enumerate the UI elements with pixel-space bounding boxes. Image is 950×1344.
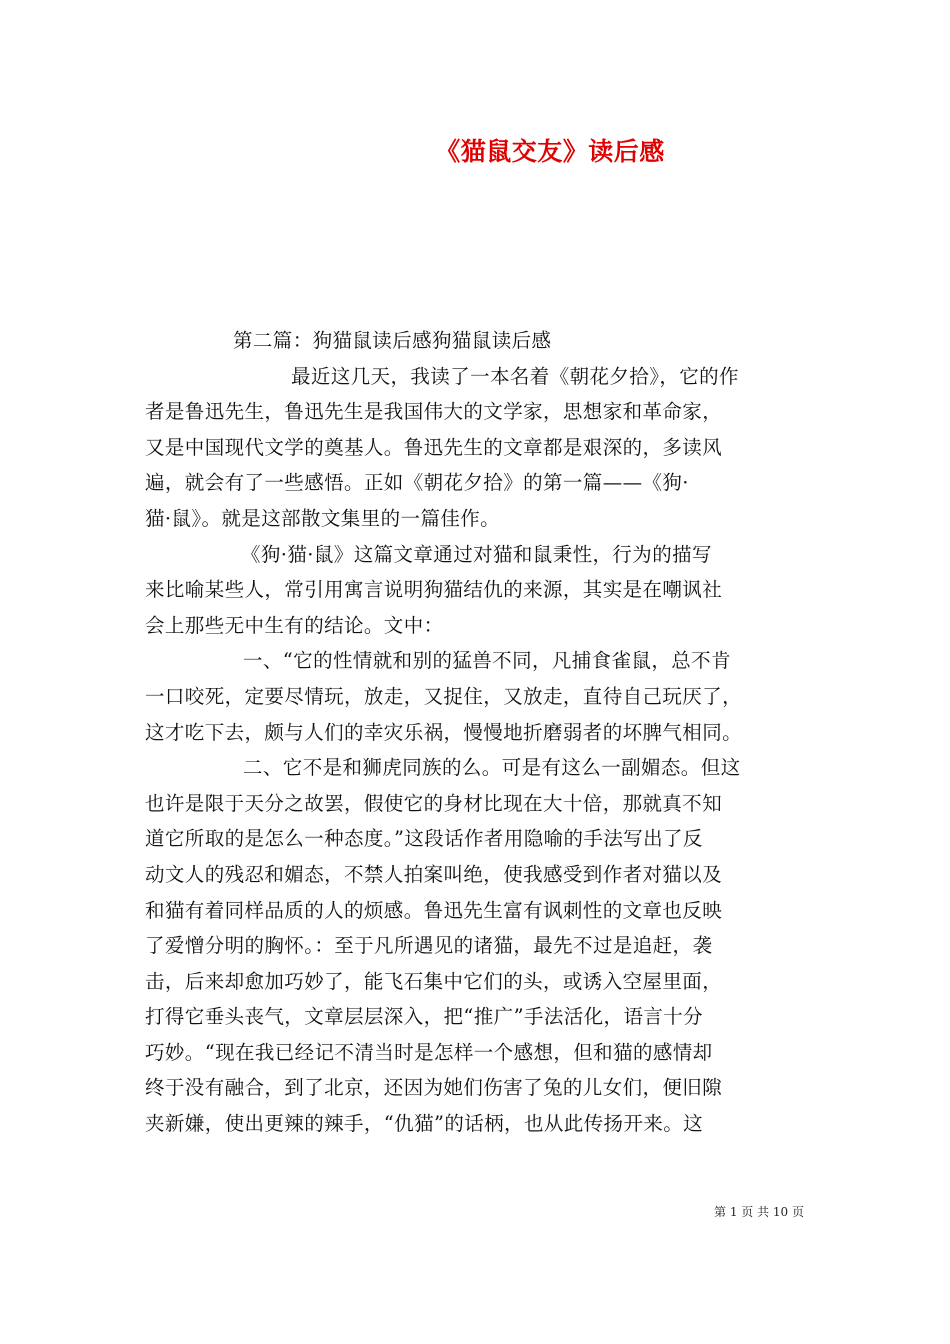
body-line: 夹新嫌，使出更辣的辣手，“仇猫”的话柄，也从此传扬开来。这 [145,1112,704,1136]
document-title: 《猫鼠交友》读后感 [435,137,665,166]
body-line: 击，后来却愈加巧妙了，能飞石集中它们的头，或诱入空屋里面， [145,969,723,993]
body-line: 也许是限于天分之故罢，假使它的身材比现在大十倍，那就真不知 [145,791,723,815]
body-line: 会上那些无中生有的结论。文中： [145,613,444,637]
section-heading: 第二篇：狗猫鼠读后感狗猫鼠读后感 [233,329,552,352]
body-line: 遍，就会有了一些感悟。正如《朝花夕拾》的第一篇——《狗· [145,471,689,495]
document-body [145,323,805,1142]
body-line: 猫·鼠》。就是这部散文集里的一篇佳作。 [145,506,501,530]
body-line: 二、它不是和狮虎同族的么。可是有这么一副媚态。但这 [243,756,741,780]
body-line: 打得它垂头丧气，文章层层深入，把“推广”手法活化，语言十分 [145,1005,704,1029]
body-line: 终于没有融合，到了北京，还因为她们伤害了兔的儿女们，便旧隙 [145,1076,723,1100]
body-line: 动文人的残忍和媚态，不禁人拍案叫绝，使我感受到作者对猫以及 [145,862,723,886]
body-line: 和猫有着同样品质的人的烦感。鲁迅先生富有讽刺性的文章也反映 [145,898,723,922]
body-line: 又是中国现代文学的奠基人。鲁迅先生的文章都是艰深的，多读风 [145,435,723,459]
body-line: 一、“它的性情就和别的猛兽不同，凡捕食雀鼠，总不肯 [243,649,731,673]
body-line: 一口咬死，定要尽情玩，放走，又捉住，又放走，直待自己玩厌了， [145,684,743,708]
body-line: 道它所取的是怎么一种态度。”这段话作者用隐喻的手法写出了反 [145,827,703,851]
body-line: 巧妙。“现在我已经记不清当时是怎样一个感想，但和猫的感情却 [145,1040,713,1064]
body-line: 《狗·猫·鼠》这篇文章通过对猫和鼠秉性，行为的描写 [241,542,712,566]
body-line: 最近这几天，我读了一本名着《朝花夕拾》，它的作 [291,364,739,388]
page-number-footer: 第 1 页 共 10 页 [714,1205,804,1219]
body-line: 来比喻某些人，常引用寓言说明狗猫结仇的来源，其实是在嘲讽社 [145,578,723,602]
body-line: 者是鲁迅先生，鲁迅先生是我国伟大的文学家，思想家和革命家， [145,400,723,424]
body-line: 了爱憎分明的胸怀。：至于凡所遇见的诸猫，最先不过是追赶，袭 [145,934,713,958]
body-line: 这才吃下去，颇与人们的幸灾乐祸，慢慢地折磨弱者的坏脾气相同。 [145,720,743,744]
